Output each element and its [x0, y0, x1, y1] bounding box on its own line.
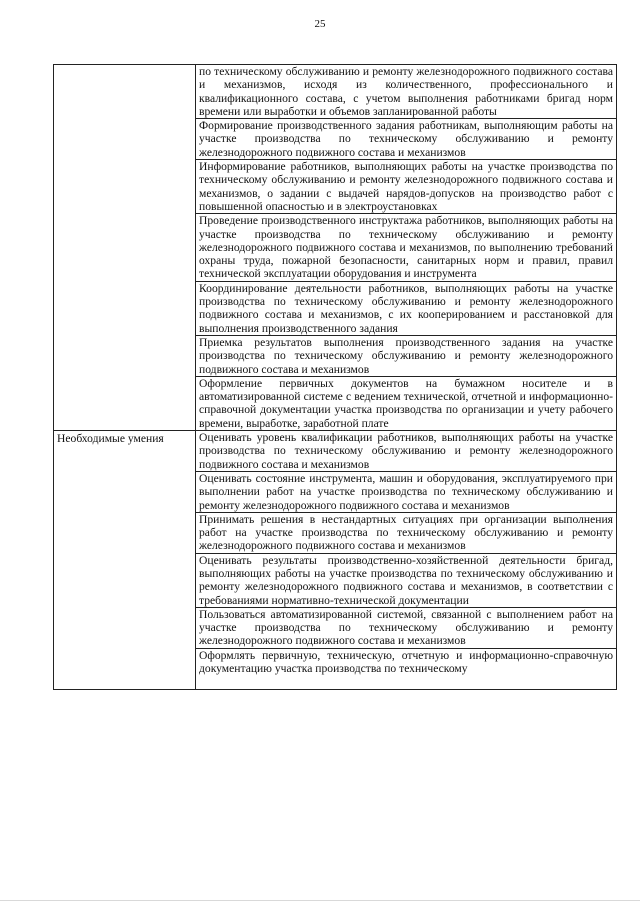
section-label-cell [54, 65, 196, 431]
table-cell: Координирование деятельности работников, выполняющих работы на участке производства по техническому обслуживанию и ремонту железнодорожного подвижного состава и механизмов, с их кооперированием и расстановкой для выполнения производственного задания [196, 281, 617, 335]
page-bottom-edge [0, 900, 640, 901]
table-cell: Пользоваться автоматизированной системой, связанной с выполнением работ на участке производства по техническому обслуживанию и ремонту железнодорожного подвижного состава и механизмов [196, 607, 617, 648]
page-number: 25 [314, 18, 326, 30]
table-row [54, 65, 617, 119]
continued-text: Оформлять первичную, техническую, отчетную и информационно-справочную документацию участка производства по техническому [199, 648, 613, 676]
table-cell: Проведение производственного инструктажа работников, выполняющих работы на участке производства по техническому обслуживанию и ремонту железнодорожного подвижного состава и механизмов, по выполнению требований охраны труда, пожарной безопасности, санитарных норм и правил, правил технической эксплуатации оборудования и инструмента [196, 214, 617, 281]
table-cell-continued [196, 648, 617, 689]
table-row [54, 431, 617, 472]
table-cell: Оформление первичных документов на бумажном носителе и в автоматизированной системе с ведением технической, отчетной и информационно-справочной документации участка производства по организации и учету рабочего времени, выработке, заработной плате [196, 376, 617, 430]
table-cell: Информирование работников, выполняющих работы на участке производства по техническому обслуживанию и ремонту железнодорожного подвижного состава и механизмов, о задании с выдачей нарядов-допусков на производство работ с повышенной опасностью и в электроустановках [196, 160, 617, 214]
table-cell: Оценивать результаты производственно-хозяйственной деятельности бригад, выполняющих работы на участке производства по техническому обслуживанию и ремонту железнодорожного подвижного состава и механизмов, в соответствии с требованиями нормативно-технической документации [196, 553, 617, 607]
skills-label: Необходимые умения [57, 432, 164, 446]
table-cell: Оценивать уровень квалификации работников, выполняющих работы на участке производства по техническому обслуживанию и ремонту железнодорожного подвижного состава и механизмов [196, 431, 617, 472]
requirements-table [53, 64, 617, 690]
table-cell: Принимать решения в нестандартных ситуациях при организации выполнения работ на участке производства по техническому обслуживанию и ремонту железнодорожного подвижного состава и механизмов [196, 512, 617, 553]
table-cell: Формирование производственного задания работникам, выполняющим работы на участке производства по техническому обслуживанию и ремонту железнодорожного подвижного состава и механизмов [196, 119, 617, 160]
table-cell: Оценивать состояние инструмента, машин и оборудования, эксплуатируемого при выполнении работ на участке производства по техническому обслуживанию и ремонту железнодорожного подвижного состава и механизмов [196, 471, 617, 512]
skills-label-cell [54, 431, 196, 690]
table-cell: по техническому обслуживанию и ремонту железнодорожного подвижного состава и механизмов, исходя из количественного, профессионального и квалификационного состава, с учетом выполнения работниками бригад норм времени или выработки и объемов запланированной работы [196, 65, 617, 119]
table-cell: Приемка результатов выполнения производственного задания на участке производства по техническому обслуживанию и ремонту железнодорожного подвижного состава и механизмов [196, 335, 617, 376]
section-label [57, 65, 192, 66]
